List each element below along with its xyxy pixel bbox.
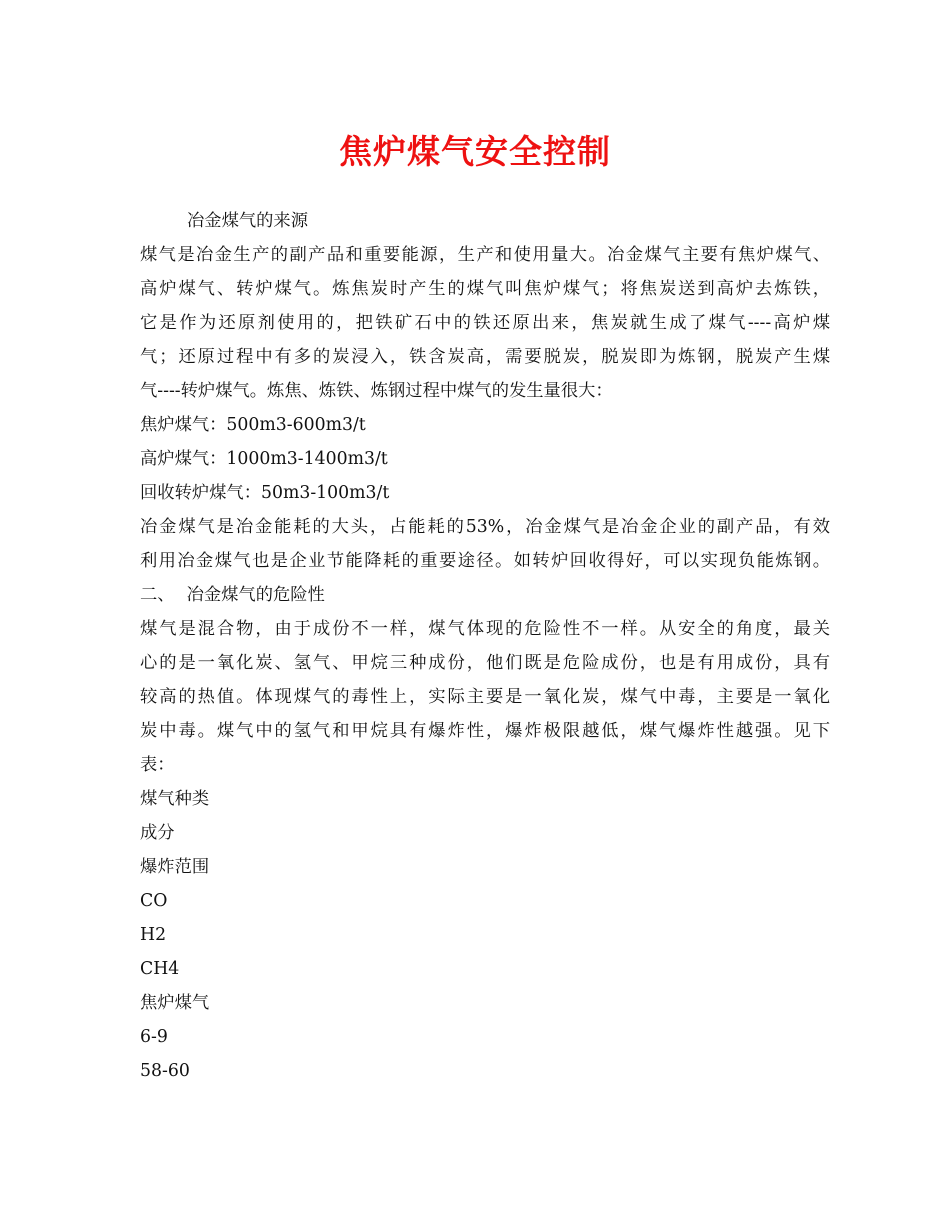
table-cell: CO (140, 891, 168, 911)
section-heading-row (140, 578, 830, 612)
document-body (140, 204, 830, 1088)
table-cell: H2 (140, 925, 167, 945)
paragraph-line: 高炉煤气、转炉煤气。炼焦炭时产生的煤气叫焦炉煤气；将焦炭送到高炉去炼铁， (140, 279, 830, 299)
paragraph-line: 较高的热值。体现煤气的毒性上，实际主要是一氧化炭，煤气中毒，主要是一氧化 (140, 687, 830, 707)
table-cell: 成分 (140, 823, 175, 843)
table-cell: 爆炸范围 (140, 857, 210, 877)
paragraph-line: 心的是一氧化炭、氢气、甲烷三种成份，他们既是危险成份，也是有用成份，具有 (140, 653, 830, 673)
section-heading: 冶金煤气的来源 (187, 211, 308, 231)
table-cell: 6-9 (140, 1027, 168, 1047)
table-cell: 58-60 (140, 1061, 190, 1081)
table-cell: CH4 (140, 959, 180, 979)
paragraph-line: 高炉煤气：1000m3-1400m3/t (140, 449, 388, 469)
paragraph-line: 表： (140, 755, 175, 775)
paragraph-line: 利用冶金煤气也是企业节能降耗的重要途径。如转炉回收得好，可以实现负能炼钢。 (140, 551, 830, 571)
section-heading: 冶金煤气的危险性 (186, 585, 325, 605)
paragraph-line: 气；还原过程中有多的炭浸入，铁含炭高，需要脱炭，脱炭即为炼钢，脱炭产生煤 (140, 347, 830, 367)
paragraph-line: 煤气是混合物，由于成份不一样，煤气体现的危险性不一样。从安全的角度，最关 (140, 619, 830, 639)
page-title: 焦炉煤气安全控制 (339, 132, 611, 171)
paragraph-line: 回收转炉煤气：50m3-100m3/t (140, 483, 390, 503)
paragraph-line: 冶金煤气是冶金能耗的大头，占能耗的53%，冶金煤气是冶金企业的副产品，有效 (140, 517, 830, 537)
paragraph-line: 它是作为还原剂使用的，把铁矿石中的铁还原出来，焦炭就生成了煤气----高炉煤 (140, 313, 830, 333)
table-cell: 煤气种类 (140, 789, 210, 809)
paragraph-line: 焦炉煤气：500m3-600m3/t (140, 415, 366, 435)
paragraph-line: 煤气是冶金生产的副产品和重要能源，生产和使用量大。冶金煤气主要有焦炉煤气、 (140, 245, 830, 265)
table-cell: 焦炉煤气 (140, 993, 210, 1013)
paragraph-line: 炭中毒。煤气中的氢气和甲烷具有爆炸性，爆炸极限越低，煤气爆炸性越强。见下 (140, 721, 830, 741)
section-number: 二、 (140, 585, 175, 605)
paragraph-line: 气----转炉煤气。炼焦、炼铁、炼钢过程中煤气的发生量很大： (140, 381, 613, 401)
